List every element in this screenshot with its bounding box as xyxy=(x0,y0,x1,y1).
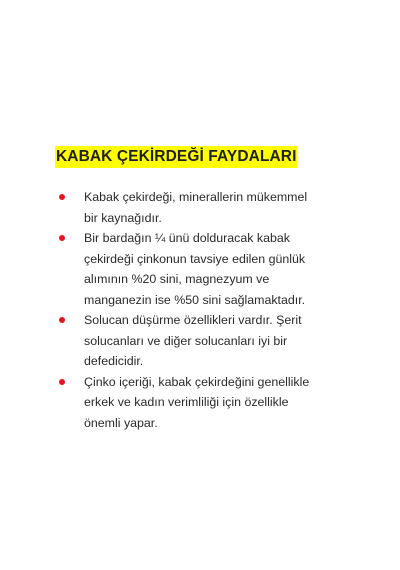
list-item-line: erkek ve kadın verimliliği için özellikle xyxy=(84,395,289,409)
list-item-line: bir kaynağıdır. xyxy=(84,210,162,225)
list-item xyxy=(84,187,384,228)
list-item-line: manganezin ise %50 sini sağlamaktadır. xyxy=(84,292,306,307)
list-item-line: Solucan düşürme özellikleri vardır. Şerit xyxy=(84,313,302,327)
list-item-line: Bir bardağın ¼ ünü dolduracak kabak xyxy=(84,231,290,245)
list-item-line: alımının %20 sini, magnezyum ve xyxy=(84,272,270,286)
list-item-line: Çinko içeriği, kabak çekirdeğini genellikle xyxy=(84,374,310,389)
bullet-icon xyxy=(59,317,65,323)
title-container xyxy=(55,146,297,168)
list-item-line: Kabak çekirdeği, minerallerin mükemmel xyxy=(84,190,308,204)
list-item xyxy=(84,310,384,372)
list-item-line: defedicidir. xyxy=(84,354,144,368)
list-item xyxy=(84,372,384,434)
benefits-list xyxy=(84,187,384,433)
list-item-line: solucanları ve diğer solucanları iyi bir xyxy=(84,333,288,348)
bullet-icon xyxy=(59,379,65,385)
list-item-line: önemli yapar. xyxy=(84,415,158,430)
list-item-line: çekirdeği çinkonun tavsiye edilen günlük xyxy=(84,251,306,266)
bullet-icon xyxy=(59,235,65,241)
bullet-icon xyxy=(59,194,65,200)
list-item xyxy=(84,228,384,310)
document-title: KABAK ÇEKİRDEĞİ FAYDALARI xyxy=(55,146,297,168)
